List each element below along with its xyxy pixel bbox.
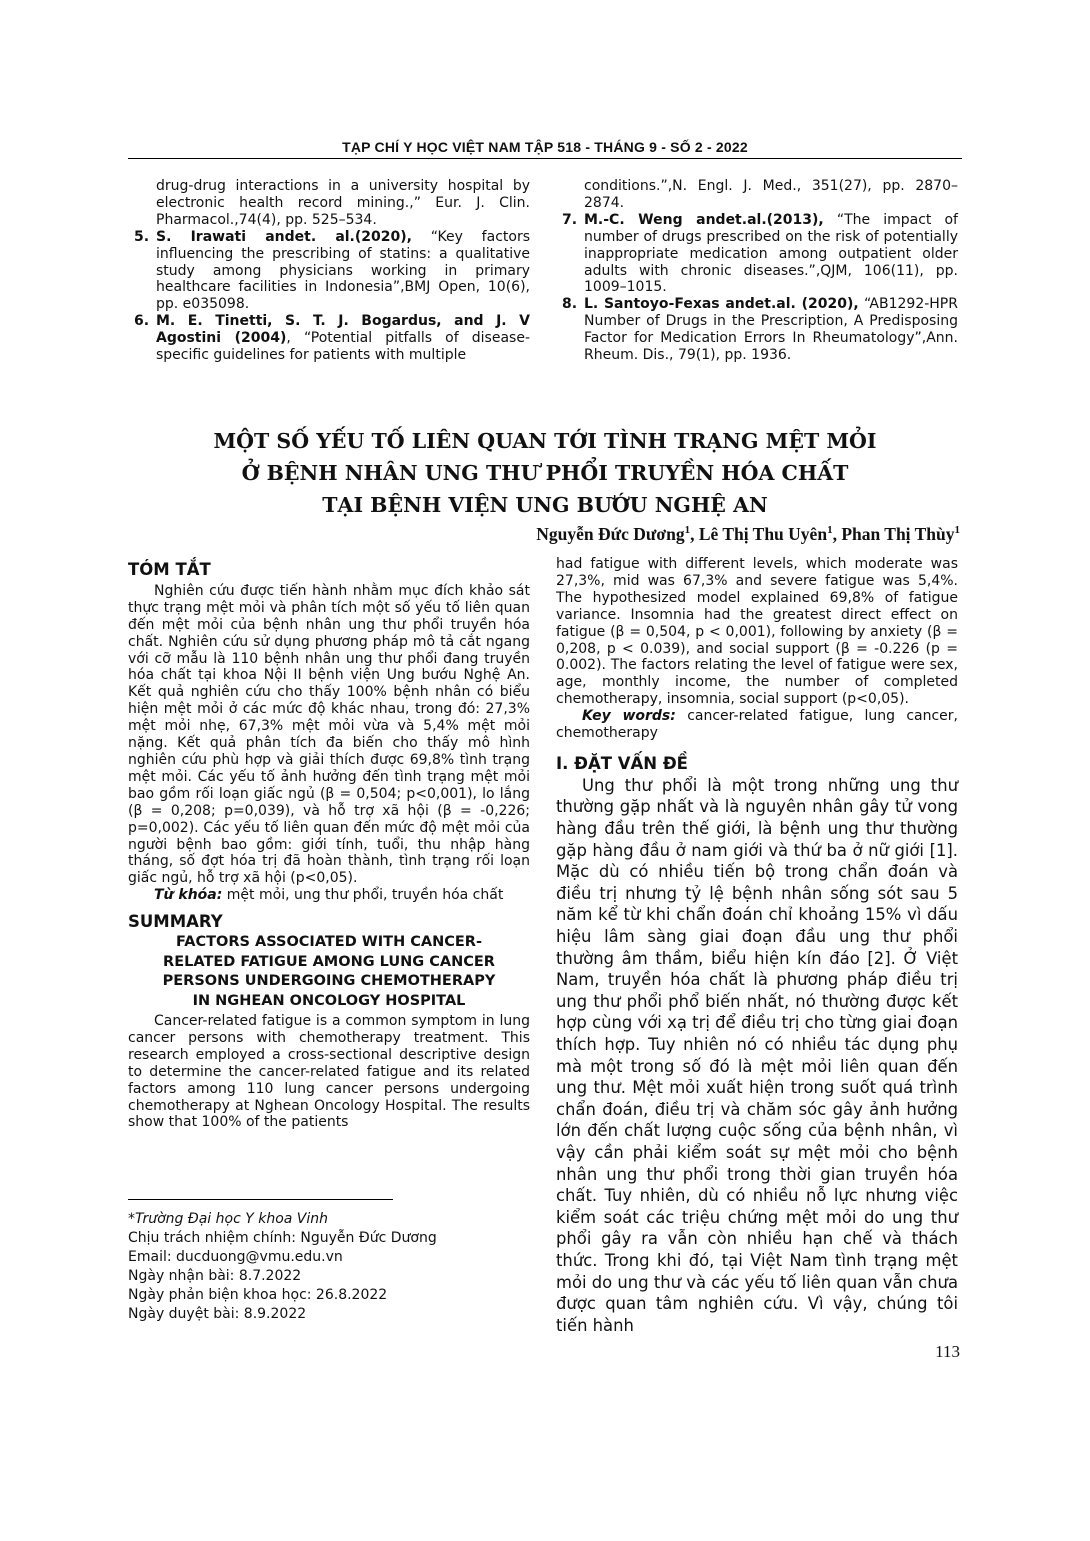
footnotes <box>128 1210 437 1323</box>
reference-text: “AB1292-HPR Number of Drugs in the Prescription, A Predisposing Factor for Medication Errors In Rheumatology”,Ann. Rheum. Dis., 79(1), pp. 1936. <box>584 296 958 364</box>
reference-number: 5. <box>134 228 150 245</box>
reference-number: 8. <box>562 296 578 313</box>
article-title <box>120 425 970 521</box>
body-left-column <box>128 562 530 1131</box>
reference-authors: S. Irawati andet. al.(2020), <box>156 228 412 245</box>
title-line: Ở BỆNH NHÂN UNG THƯ PHỔI TRUYỀN HÓA CHẤT <box>241 461 849 485</box>
references-left-column <box>128 178 530 364</box>
reference-item <box>128 229 530 314</box>
keywords-label: Từ khóa: <box>154 887 223 904</box>
reference-authors: L. Santoyo-Fexas andet.al. (2020), <box>584 296 859 313</box>
summary-title-line: RELATED FATIGUE AMONG LUNG CANCER <box>163 953 495 970</box>
intro-body: Ung thư phổi là một trong những ung thư thường gặp nhất và là nguyên nhân gây tử vong hàng đầu trên thế giới, là bệnh ung thư thường gặp hàng đầu ở nam giới và thứ ba ở nữ giới [1]. Mặc dù có nhiều tiến bộ trong chẩn đoán và điều trị nhưng tỷ lệ bệnh nhân sống sót sau 5 năm kể từ khi chẩn đoán chỉ khoảng 15% vì dấu hiệu lâm sàng giai đoạn đầu ung thư phổi thường âm thầm, biểu hiện kín đáo [2]. Ở Việt Nam, truyền hóa chất là phương pháp điều trị ung thư phổi phổ biến nhất, nó thường được kết hợp cùng với xạ trị để điều trị cho từng giai đoạn thích hợp. Tuy nhiên nó có nhiều tác dụng phụ mà một trong số đó là mệt mỏi liên quan đến ung thư. Mệt mỏi xuất hiện trong suốt quá trình chẩn đoán, điều trị và chăm sóc gây ảnh hưởng lớn đến chất lượng cuộc sống của bệnh nhân, vì vậy cần phải kiểm soát sự mệt mỏi cho bệnh nhân ung thư phổi trong thời gian truyền hóa chất. Tuy nhiên, dù có nhiều nỗ lực nhưng việc kiểm soát các triệu chứng mệt mỏi do ung thư phổi gây ra vẫn còn nhiều hạn chế và thách thức. Trong khi đó, tại Việt Nam tình trạng mệt mỏi do ung thư và các yếu tố liên quan vẫn chưa được quan tâm nghiên cứu. Vì vậy, chúng tôi tiến hành <box>556 775 958 1335</box>
reference-item <box>556 296 958 364</box>
page-number: 113 <box>935 1342 960 1361</box>
reference-item <box>128 313 530 364</box>
author-affiliation-mark: 1 <box>684 524 691 537</box>
footnote-accepted-date: Ngày duyệt bài: 8.9.2022 <box>128 1305 307 1322</box>
title-line: TẠI BỆNH VIỆN UNG BƯỚU NGHỆ AN <box>322 493 768 517</box>
keywords-text: cancer-related fatigue, lung cancer, chemotherapy <box>556 708 958 742</box>
summary-title-line: IN NGHEAN ONCOLOGY HOSPITAL <box>192 992 466 1009</box>
reference-item <box>556 212 958 297</box>
reference-text: “The impact of number of drugs prescribed on the risk of potentially inappropriate medication among outpatient older adults with chronic diseases.”,QJM, 106(11), pp. 1009–1015. <box>584 211 958 296</box>
summary-keywords <box>556 708 958 742</box>
keywords-text: mệt mỏi, ung thư phổi, truyền hóa chất <box>222 887 504 904</box>
abstract-body: Nghiên cứu được tiến hành nhằm mục đích khảo sát thực trạng mệt mỏi và phân tích một số yếu tố liên quan đến mệt mỏi của bệnh nhân ung thư phổi truyền hóa chất. Nghiên cứu sử dụng phương pháp mô tả cắt ngang với cỡ mẫu là 110 bệnh nhân ung thư phổi đang truyền hóa chất tại khoa Nội II bệnh viện Ung bướu Nghệ An. Kết quả nghiên cứu cho thấy 100% bệnh nhân có biểu hiện mệt mỏi ở các mức độ khác nhau, trong đó: 27,3% mệt mỏi nhẹ, 67,3% mệt mỏi vừa và 5,4% mệt mỏi nặng. Kết quả phân tích đa biến cho thấy mô hình nghiên cứu phù hợp và giải thích được 69,8% tình trạng mệt mỏi. Các yếu tố ảnh hưởng đến tình trạng mệt mỏi bao gồm rối loạn giấc ngủ (β = 0,504; p<0,001), lo lắng (β = 0,208; p=0,039), và hỗ trợ xã hội (β = -0,226; p=0,002). Các yếu tố liên quan đến mức độ mệt mỏi của người bệnh bao gồm: giới tính, tuổi, thu nhập hàng tháng, số đợt hóa trị đã hoàn thành, tình trạng rối loạn giấc ngủ, hỗ trợ xã hội (p<0,05). <box>128 582 530 887</box>
reference-item <box>556 178 958 212</box>
reference-text: conditions.”,N. Engl. J. Med., 351(27), pp. 2870–2874. <box>584 178 958 211</box>
author-name: Nguyễn Đức Dương <box>536 524 685 544</box>
keywords-label: Key words: <box>582 708 676 725</box>
footnote-review-date: Ngày phản biện khoa học: 26.8.2022 <box>128 1286 388 1303</box>
author-affiliation-mark: 1 <box>954 524 960 537</box>
author-separator: , <box>832 524 842 544</box>
summary-heading: SUMMARY <box>128 912 223 932</box>
author-affiliation-mark: 1 <box>827 524 833 537</box>
reference-authors: M.-C. Weng andet.al.(2013), <box>584 211 824 228</box>
footnote-email: Email: ducduong@vmu.edu.vn <box>128 1248 343 1265</box>
body-right-column <box>556 556 958 1336</box>
intro-heading: I. ĐẶT VẤN ĐỀ <box>556 753 688 773</box>
header-rule <box>128 158 962 159</box>
summary-body: Cancer-related fatigue is a common symptom in lung cancer persons with chemotherapy treatment. This research employed a cross-sectional descriptive design to determine the cancer-related fatigue and its related factors among 110 lung cancer persons undergoing chemotherapy at Nghean Oncology Hospital. The results show that 100% of the patients <box>128 1013 530 1131</box>
author-list <box>536 524 960 545</box>
footnote-rule <box>128 1199 393 1200</box>
author-name: Phan Thị Thùy <box>841 524 955 544</box>
reference-number: 6. <box>134 313 150 330</box>
summary-body-continued: had fatigue with different levels, which moderate was 27,3%, mid was 67,3% and severe fatigue was 5,4%. The hypothesized model explained 69,8% of fatigue variance. Insomnia had the greatest direct effect on fatigue (β = 0,504, p < 0,001), following by anxiety (β = 0,208, p < 0.039), and social support (β = -0.226 (p = 0.002). The factors relating the level of fatigue were sex, age, monthly income, the number of completed chemotherapy, insomnia, social support (p<0,05). <box>556 556 958 708</box>
reference-authors: M. E. Tinetti, S. T. J. Bogardus, and J. V Agostini (2004) <box>156 313 530 347</box>
running-header: TẠP CHÍ Y HỌC VIỆT NAM TẬP 518 - THÁNG 9 - SỐ 2 - 2022 <box>342 139 748 155</box>
reference-item <box>128 178 530 229</box>
title-line: MỘT SỐ YẾU TỐ LIÊN QUAN TỚI TÌNH TRẠNG MỆT MỎI <box>213 429 877 453</box>
footnote-received-date: Ngày nhận bài: 8.7.2022 <box>128 1267 302 1284</box>
references-right-column <box>556 178 958 364</box>
author-separator: , <box>690 524 699 544</box>
reference-text: “Key factors influencing the prescribing of statins: a qualitative study among physicians working in primary healthcare facilities in Indonesia”,BMJ Open, 10(6), pp. e035098. <box>156 228 530 313</box>
summary-title <box>128 933 530 1011</box>
abstract-keywords <box>128 887 530 904</box>
summary-title-line: FACTORS ASSOCIATED WITH CANCER- <box>176 934 482 951</box>
reference-text: , “Potential pitfalls of disease-specific guidelines for patients with multiple <box>156 330 531 364</box>
reference-text: drug-drug interactions in a university hospital by electronic health record mining.,” Eur. J. Clin. Pharmacol.,74(4), pp. 525–534. <box>156 178 530 228</box>
footnote-corresponding-author: Chịu trách nhiệm chính: Nguyễn Đức Dương <box>128 1229 437 1246</box>
author-name: Lê Thị Thu Uyên <box>698 524 828 544</box>
footnote-affiliation: *Trường Đại học Y khoa Vinh <box>128 1211 329 1227</box>
summary-title-line: PERSONS UNDERGOING CHEMOTHERAPY <box>162 973 496 990</box>
abstract-heading: TÓM TẮT <box>128 560 211 579</box>
reference-number: 7. <box>562 211 578 228</box>
